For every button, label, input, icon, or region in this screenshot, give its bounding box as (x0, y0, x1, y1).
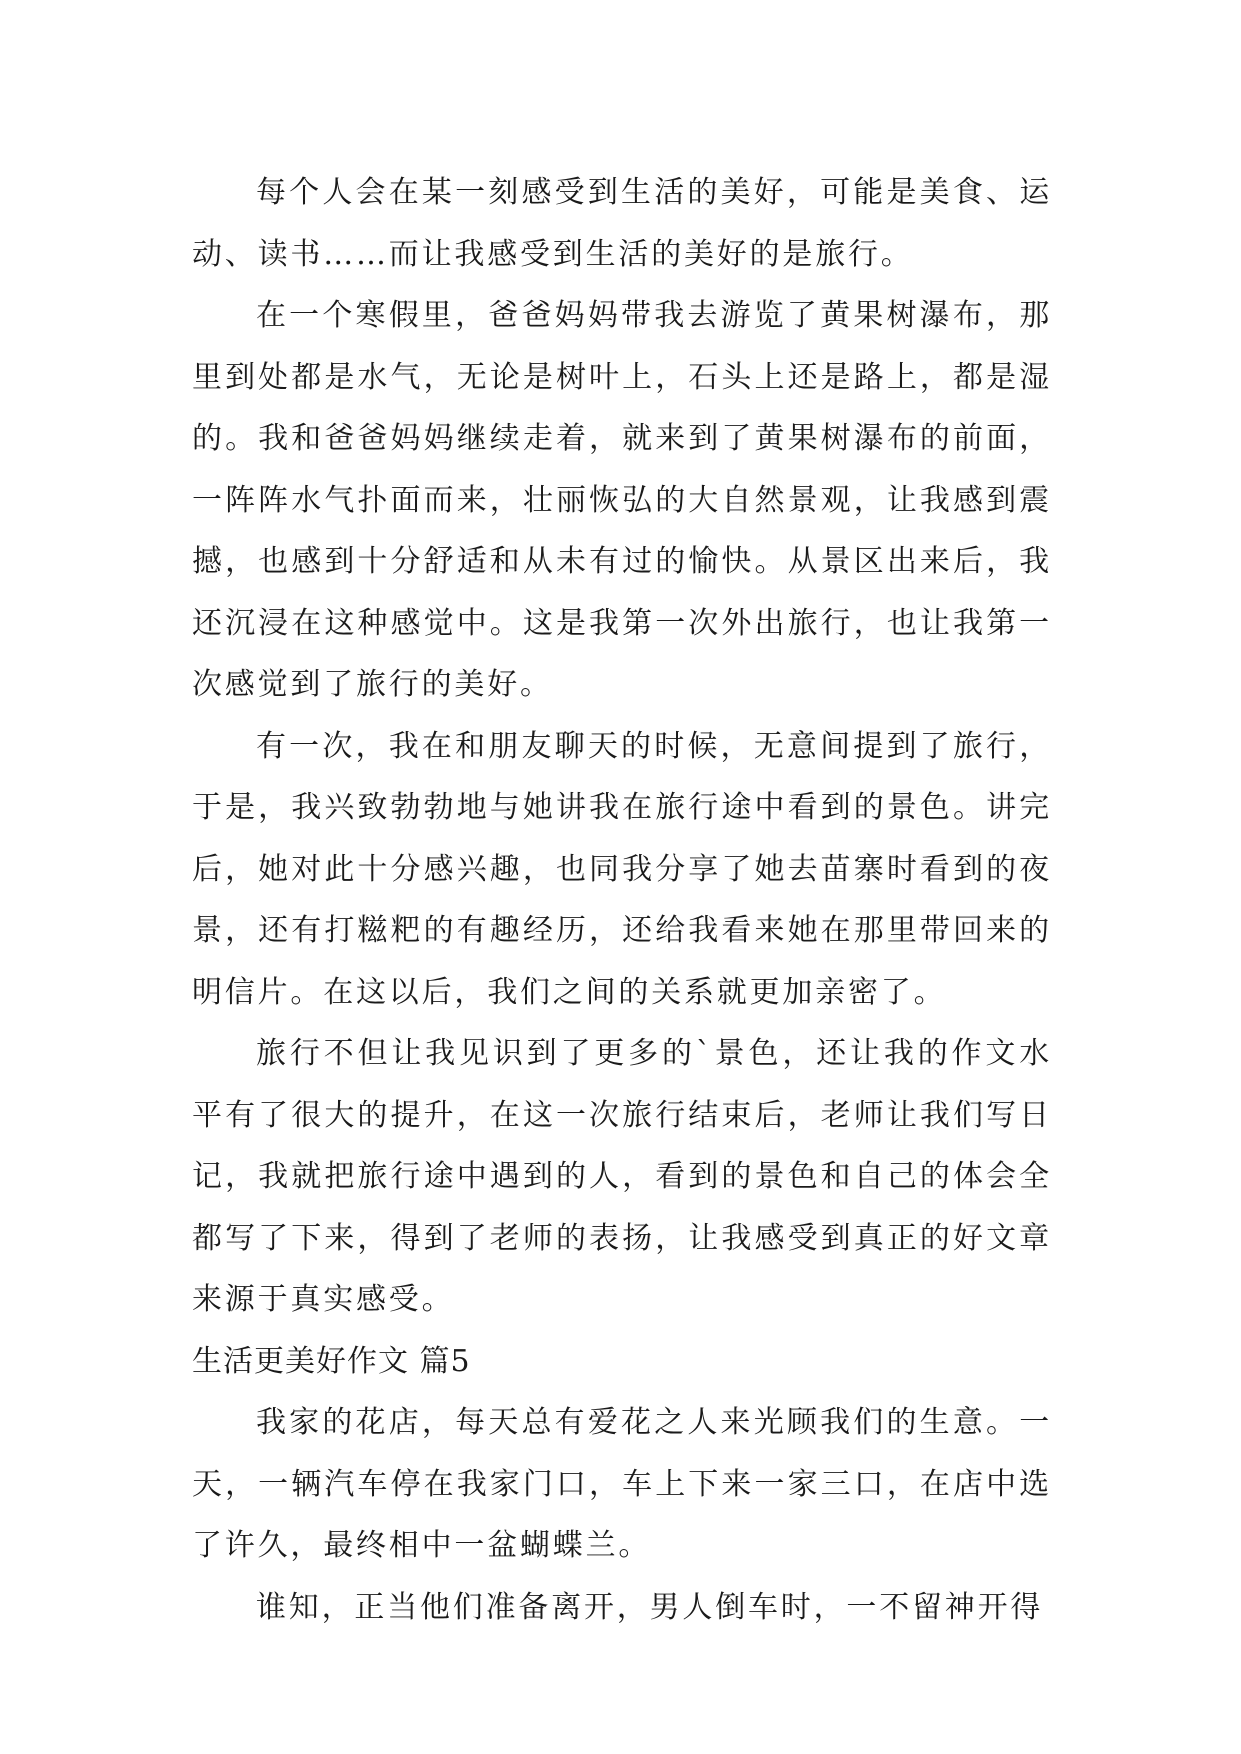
section-heading: 生活更美好作文 篇5 (192, 1343, 471, 1379)
document-body (192, 162, 1052, 1638)
paragraph-5: 我家的花店，每天总有爱花之人来光顾我们的生意。一天，一辆汽车停在我家门口，车上下来一家三口，在店中选了许久，最终相中一盆蝴蝶兰。 (192, 1405, 1052, 1563)
paragraph-1: 每个人会在某一刻感受到生活的美好，可能是美食、运动、读书……而让我感受到生活的美好的是旅行。 (192, 175, 1052, 272)
paragraph-4: 旅行不但让我见识到了更多的`景色，还让我的作文水平有了很大的提升，在这一次旅行结束后，老师让我们写日记，我就把旅行途中遇到的人，看到的景色和自己的体会全都写了下来，得到了老师的表扬，让我感受到真正的好文章来源于真实感受。 (192, 1036, 1052, 1317)
paragraph-3: 有一次，我在和朋友聊天的时候，无意间提到了旅行，于是，我兴致勃勃地与她讲我在旅行途中看到的景色。讲完后，她对此十分感兴趣，也同我分享了她去苗寨时看到的夜景，还有打糍粑的有趣经历，还给我看来她在那里带回来的明信片。在这以后，我们之间的关系就更加亲密了。 (192, 728, 1052, 1010)
paragraph-2: 在一个寒假里，爸爸妈妈带我去游览了黄果树瀑布，那里到处都是水气，无论是树叶上，石头上还是路上，都是湿的。我和爸爸妈妈继续走着，就来到了黄果树瀑布的前面，一阵阵水气扑面而来，壮丽恢弘的大自然景观，让我感到震撼，也感到十分舒适和从未有过的愉快。从景区出来后，我还沉浸在这种感觉中。这是我第一次外出旅行，也让我第一次感觉到了旅行的美好。 (192, 298, 1052, 702)
paragraph-6: 谁知，正当他们准备离开，男人倒车时，一不留神开得 (256, 1589, 1044, 1625)
